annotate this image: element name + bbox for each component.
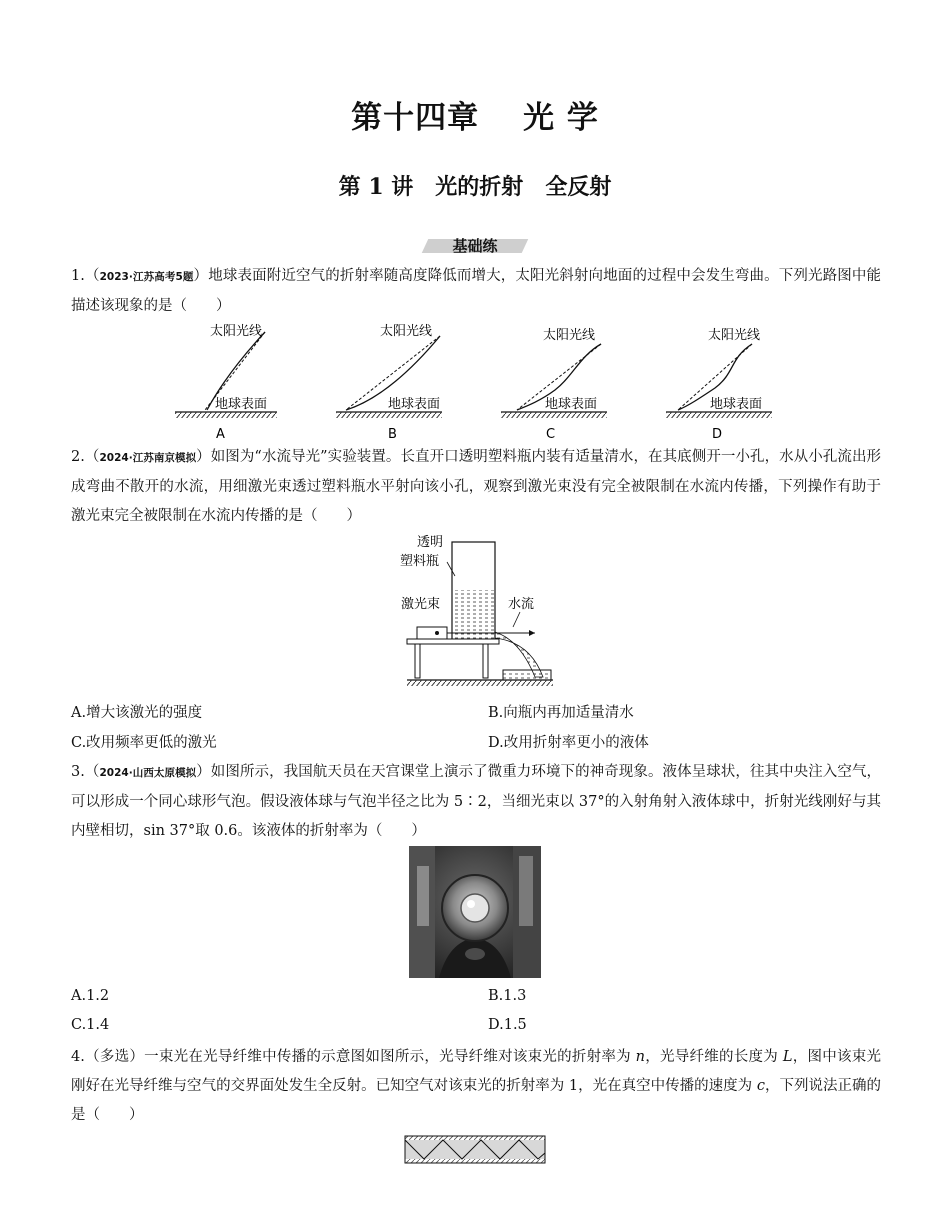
ground-hatch-a xyxy=(175,412,277,418)
bottle-pointer xyxy=(447,562,455,576)
ground-hatch-d xyxy=(666,412,772,418)
sun-label-b: 太阳光线 xyxy=(380,324,433,339)
q3-option-d[interactable]: D.1.5 xyxy=(488,1017,527,1033)
bottle-label-1: 透明 xyxy=(417,535,444,550)
lecture-title: 第 1 讲 光的折射 全反射 xyxy=(338,174,612,200)
q1-figures xyxy=(165,318,790,442)
ground-label-d: 地球表面 xyxy=(710,397,763,412)
letter-b: B xyxy=(388,427,397,442)
section-tag: 基础练 xyxy=(425,235,525,255)
table-leg-left xyxy=(415,644,420,678)
sun-label-c: 太阳光线 xyxy=(543,328,596,343)
letter-c: C xyxy=(546,427,556,442)
ground-hatch-b xyxy=(336,412,442,418)
table-top xyxy=(407,639,499,644)
figure-b xyxy=(336,323,442,442)
q3-option-a[interactable]: A.1.2 xyxy=(71,988,110,1004)
q2-option-d[interactable]: D.改用折射率更小的液体 xyxy=(488,735,649,751)
ground-hatch-c xyxy=(501,412,607,418)
q3-photo-liquid-sphere xyxy=(409,846,541,978)
table-leg-right xyxy=(483,644,488,678)
q3-option-c[interactable]: C.1.4 xyxy=(71,1017,110,1033)
ground-label-a: 地球表面 xyxy=(215,397,268,412)
stream-label: 水流 xyxy=(508,597,535,612)
laser-arrow xyxy=(529,630,535,636)
q2-option-a[interactable]: A.增大该激光的强度 xyxy=(71,705,203,721)
q4-fiber-figure xyxy=(404,1135,546,1164)
figure-c xyxy=(501,327,607,442)
photo-illustration xyxy=(409,846,541,978)
laser-label: 激光束 xyxy=(401,597,441,612)
floor-hatch xyxy=(407,680,553,686)
sun-label-a: 太阳光线 xyxy=(210,324,263,339)
ground-label-b: 地球表面 xyxy=(388,397,441,412)
q2-apparatus-figure xyxy=(395,532,560,692)
question-1: 1.（2023·江苏高考5题）地球表面附近空气的折射率随高度降低而增大，太阳光斜射向地面的过程中会发生弯曲。下列光路图中能描述该现象的是（ ） xyxy=(71,268,882,314)
question-2: 2.（2024·江苏南京模拟）如图为“水流导光”实验装置。长直开口透明塑料瓶内装有适量清水，在其底侧开一小孔，水从小孔流出形成弯曲不散开的水流，用细激光束透过塑料瓶水平射向该小孔，观察到激光束没有完全被限制在水流内传播，下列操作有助于激光束完全被限制在水流内传播的是（ ） xyxy=(71,449,882,524)
question-4: 4.（多选）一束光在光导纤维中传播的示意图如图所示，光导纤维对该束光的折射率为 n，光导纤维的长度为 L，图中该束光刚好在光导纤维与空气的交界面处发生全反射。已知空气对该束光的折射率为 1，光在真空中传播的速度为 c，下列说法正确的是（ ） xyxy=(71,1049,882,1123)
stream-pointer xyxy=(513,612,520,627)
water-basin xyxy=(503,670,551,680)
laser-aperture xyxy=(435,631,439,635)
figure-a xyxy=(175,323,277,442)
question-3: 3.（2024·山西太原模拟）如图所示，我国航天员在天宫课堂上演示了微重力环境下的神奇现象。液体呈球状，往其中央注入空气，可以形成一个同心球形气泡。假设液体球与气泡半径之比为 5∶2，当细光束以 37°的入射角射入液体球中，折射光线刚好与其内壁相切，sin 37°取 0.6。该液体的折射率为（ ） xyxy=(71,764,882,839)
q2-option-b[interactable]: B.向瓶内再加适量清水 xyxy=(488,705,634,721)
ground-label-c: 地球表面 xyxy=(545,397,598,412)
q3-option-b[interactable]: B.1.3 xyxy=(488,988,527,1004)
sun-label-d: 太阳光线 xyxy=(708,328,761,343)
bottle-label-2: 塑料瓶 xyxy=(400,554,440,569)
letter-d: D xyxy=(712,427,723,442)
letter-a: A xyxy=(216,427,225,442)
q2-option-c[interactable]: C.改用频率更低的激光 xyxy=(71,735,217,751)
chapter-title: 第十四章 光 学 xyxy=(351,100,599,136)
figure-d xyxy=(666,327,772,442)
laser-device xyxy=(417,627,447,639)
